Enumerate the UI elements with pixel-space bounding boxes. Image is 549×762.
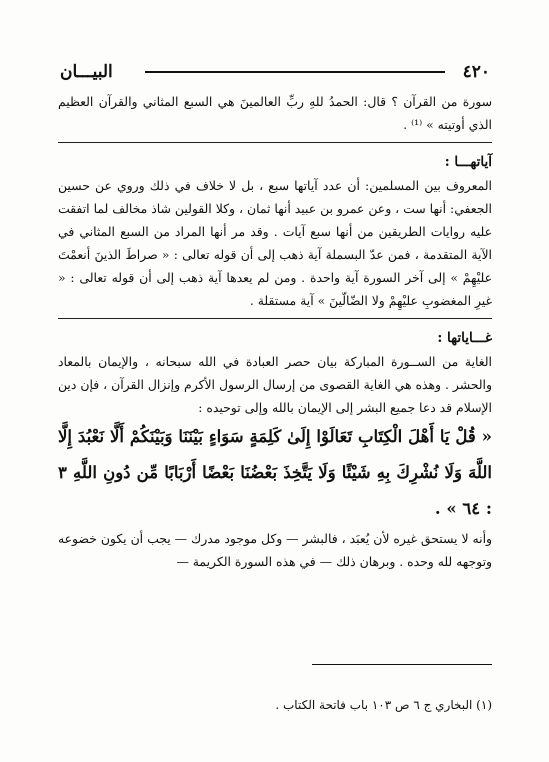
page-body [58,90,492,573]
section-heading-ayat: آياتهـــا : [444,154,492,170]
running-title: البيـــان [60,62,113,82]
page-number: ٤٢٠ [462,62,490,82]
page-header [60,60,490,84]
closing-paragraph: وأنه لا يستحق غيره لأن يُعبَد ، فالبشر — وكل موجود مدرك — يجب أن يكون خضوعه وتوجهه لله وحده . وبرهان ذلك — في هذه السورة الكريمة — [58,531,492,569]
header-rule [145,71,445,73]
section-heading-ghayat: غـــاياتها : [437,330,492,346]
ayat-paragraph: المعروف بين المسلمين: أن عدد آياتها سبع ، بل لا خلاف في ذلك وروي عن حسين الجعفي: أنها ست ، وعن عمرو بن عبيد أنها ثمان ، وكلا القولين شاذ مخالف لما اتفقت عليه روايات الطريقين من أنها سبع آيات . وقد مر أنها المراد من السبع المثاني في الآية المتقدمة ، فمن عدّ البسملة آية ذهب إلى أن قوله تعالى : « صراطَ الذينَ أنعمْتَ عليْهِمْ » إلى آخر السورة آية واحدة . ومن لم يعدها آية ذهب إلى أن قوله تعالى : « غيرِ المغضوبِ عليْهِمْ ولا الضّالّينَ » آية مستقلة . [58,178,492,308]
quranic-quote: « قُلْ يَا أَهْلَ الْكِتَابِ تَعَالَوْا إِلَىٰ كَلِمَةٍ سَوَاءٍ بَيْنَنَا وَبَيْنَكُمْ أَلَّا نَعْبُدَ إِلَّا اللَّهَ وَلَا نُشْرِكَ بِهِ شَيْئًا وَلَا يَتَّخِذَ بَعْضُنَا بَعْضًا أَرْبَابًا مِّن دُونِ اللَّهِ ٣ : ٦٤ » . [58,427,492,518]
footnote: (١) البخاري ج ٦ ص ١٠٣ باب فاتحة الكتاب . [275,698,492,712]
footnote-rule [312,664,492,665]
intro-paragraph: سورة من القرآن ؟ قال: الحمدُ للهِ ربِّ العالمينَ هي السبع المثاني والقرآن العظيم الذي أوتيته » ⁽¹⁾ . [58,94,492,132]
ghayat-paragraph: الغاية من الســورة المباركة بيان حصر العبادة في الله سبحانه ، والإيمان بالمعاد والحشر . وهذه هي الغاية القصوى من إرسال الرسول الأكرم وإنزال القرآن ، فإن دين الإسلام قد دعا جميع البشر إلى الإيمان بالله وإلى توحيده : [58,354,492,415]
section-divider [58,142,492,143]
section-divider [58,318,492,319]
